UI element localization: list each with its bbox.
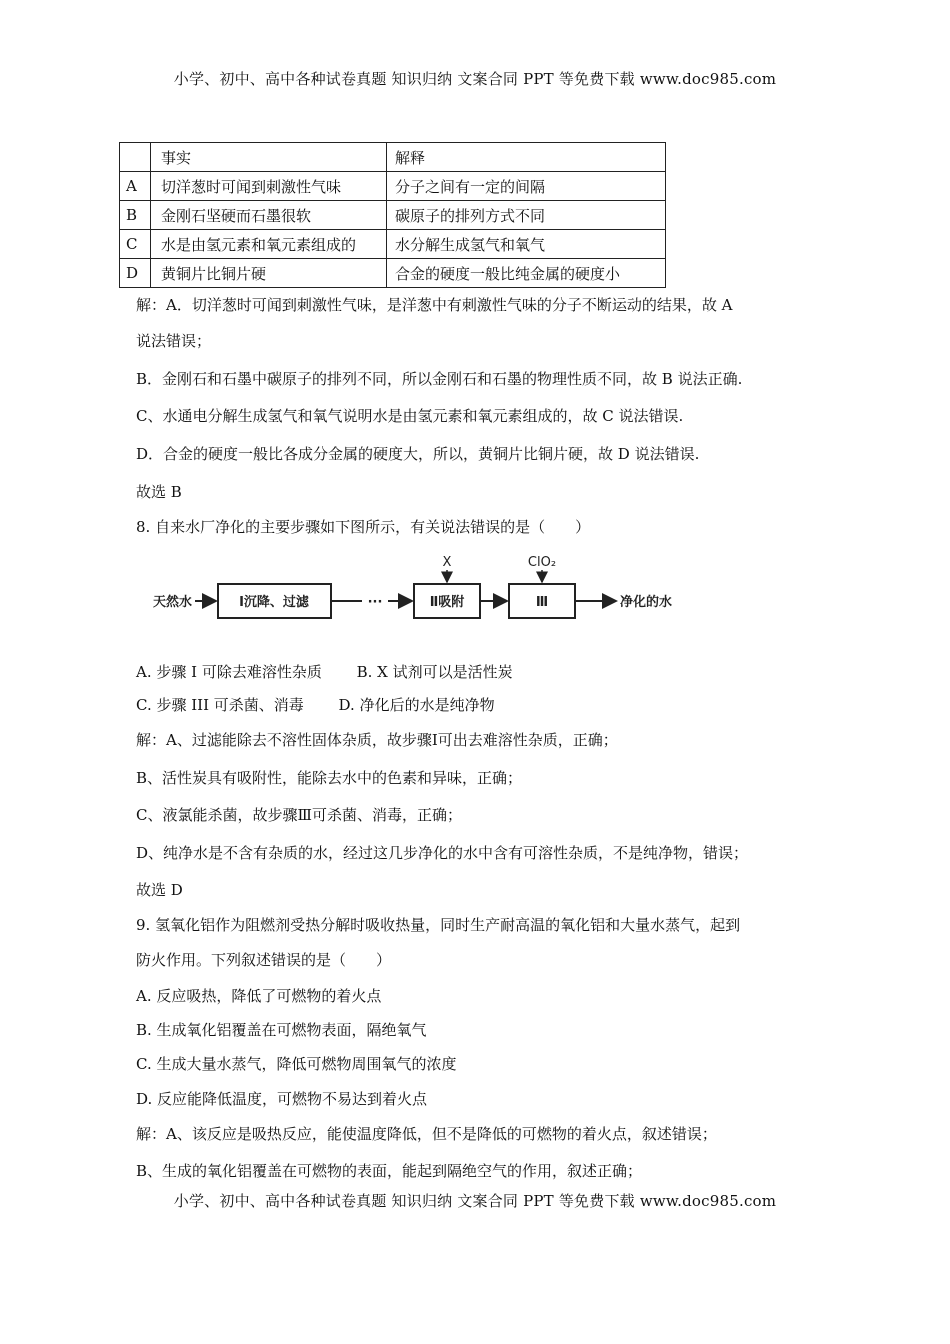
- q9-option: A. 反应吸热，降低了可燃物的着火点: [136, 987, 382, 1005]
- q8-options-line: C. 步骤 III 可杀菌、消毒 D. 净化后的水是纯净物: [136, 696, 495, 714]
- input-label: 天然水: [153, 595, 193, 610]
- q8-stem: 8. 自来水厂净化的主要步骤如下图所示，有关说法错误的是（ ）: [136, 518, 591, 536]
- output-label: 净化的水: [620, 595, 673, 610]
- q8-options-line: A. 步骤 I 可除去难溶性杂质 B. X 试剂可以是活性炭: [136, 663, 513, 681]
- table-cell: 切洋葱时可闻到刺激性气味: [151, 172, 387, 201]
- table-header-cell: 解释: [387, 143, 666, 172]
- page-header: 小学、初中、高中各种试卷真题 知识归纳 文案合同 PPT 等免费下载 www.doc985.com: [173, 70, 777, 88]
- table-row: [120, 201, 666, 230]
- q9-solution-line: 解：A、该反应是吸热反应，能使温度降低，但不是降低的可燃物的着火点，叙述错误；: [136, 1125, 717, 1143]
- q9-option: D. 反应能降低温度，可燃物不易达到着火点: [136, 1090, 428, 1108]
- q7-solution-line: 解：A．切洋葱时可闻到刺激性气味，是洋葱中有刺激性气味的分子不断运动的结果，故 A: [136, 296, 733, 314]
- table-header-cell: [120, 143, 151, 172]
- table-row: [120, 172, 666, 201]
- q7-solution-line: C、水通电分解生成氢气和氧气说明水是由氢元素和氧元素组成的，故 C 说法错误.: [136, 407, 684, 425]
- table-cell: 水是由氢元素和氧元素组成的: [151, 230, 387, 259]
- table-cell: 黄铜片比铜片硬: [151, 259, 387, 288]
- table-header-row: [120, 143, 666, 172]
- table-cell: A: [120, 172, 151, 201]
- page-footer: 小学、初中、高中各种试卷真题 知识归纳 文案合同 PPT 等免费下载 www.doc985.com: [173, 1192, 777, 1210]
- step2-label: Ⅱ吸附: [429, 595, 465, 610]
- table-row: [120, 230, 666, 259]
- water-purification-diagram: [150, 548, 730, 636]
- q9-solution-line: B、生成的氧化铝覆盖在可燃物的表面，能起到隔绝空气的作用，叙述正确；: [136, 1162, 643, 1180]
- table-cell: 合金的硬度一般比纯金属的硬度小: [387, 259, 666, 288]
- q7-solution-line: 说法错误；: [136, 332, 212, 350]
- table-cell: 分子之间有一定的间隔: [387, 172, 666, 201]
- step1-label: Ⅰ沉降、过滤: [239, 595, 309, 610]
- reagent-x-label: X: [442, 555, 452, 570]
- q9-option: B. 生成氧化铝覆盖在可燃物表面，隔绝氧气: [136, 1021, 427, 1039]
- q9-stem: 防火作用。下列叙述错误的是（ ）: [136, 951, 392, 969]
- table-cell: 金刚石坚硬而石墨很软: [151, 201, 387, 230]
- q7-answer: 故选 B: [136, 483, 182, 501]
- table-cell: 水分解生成氢气和氧气: [387, 230, 666, 259]
- q9-stem: 9. 氢氧化铝作为阻燃剂受热分解时吸收热量，同时生产耐高温的氧化铝和大量水蒸气，起到: [136, 916, 741, 934]
- table-header-cell: 事实: [151, 143, 387, 172]
- table-cell: D: [120, 259, 151, 288]
- table-cell: C: [120, 230, 151, 259]
- table-cell: 碳原子的排列方式不同: [387, 201, 666, 230]
- q8-solution-line: C、液氯能杀菌，故步骤Ⅲ可杀菌、消毒，正确；: [136, 806, 462, 824]
- table-row: [120, 259, 666, 288]
- ellipsis: ···: [367, 595, 383, 610]
- q7-solution-line: D．合金的硬度一般比各成分金属的硬度大，所以，黄铜片比铜片硬，故 D 说法错误.: [136, 445, 700, 463]
- table-cell: B: [120, 201, 151, 230]
- step3-label: Ⅲ: [535, 595, 549, 610]
- q7-fact-table: [119, 142, 666, 288]
- q8-answer: 故选 D: [136, 881, 183, 899]
- q7-solution-line: B．金刚石和石墨中碳原子的排列不同，所以金刚石和石墨的物理性质不同，故 B 说法正确.: [136, 370, 743, 388]
- q9-option: C. 生成大量水蒸气，降低可燃物周围氧气的浓度: [136, 1055, 457, 1073]
- q8-solution-line: 解：A、过滤能除去不溶性固体杂质，故步骤Ⅰ可出去难溶性杂质，正确；: [136, 731, 618, 749]
- q8-solution-line: B、活性炭具有吸附性，能除去水中的色素和异味，正确；: [136, 769, 523, 787]
- reagent-clo2-label: ClO₂: [527, 555, 557, 570]
- q8-solution-line: D、纯净水是不含有杂质的水，经过这几步净化的水中含有可溶性杂质，不是纯净物，错误；: [136, 844, 749, 862]
